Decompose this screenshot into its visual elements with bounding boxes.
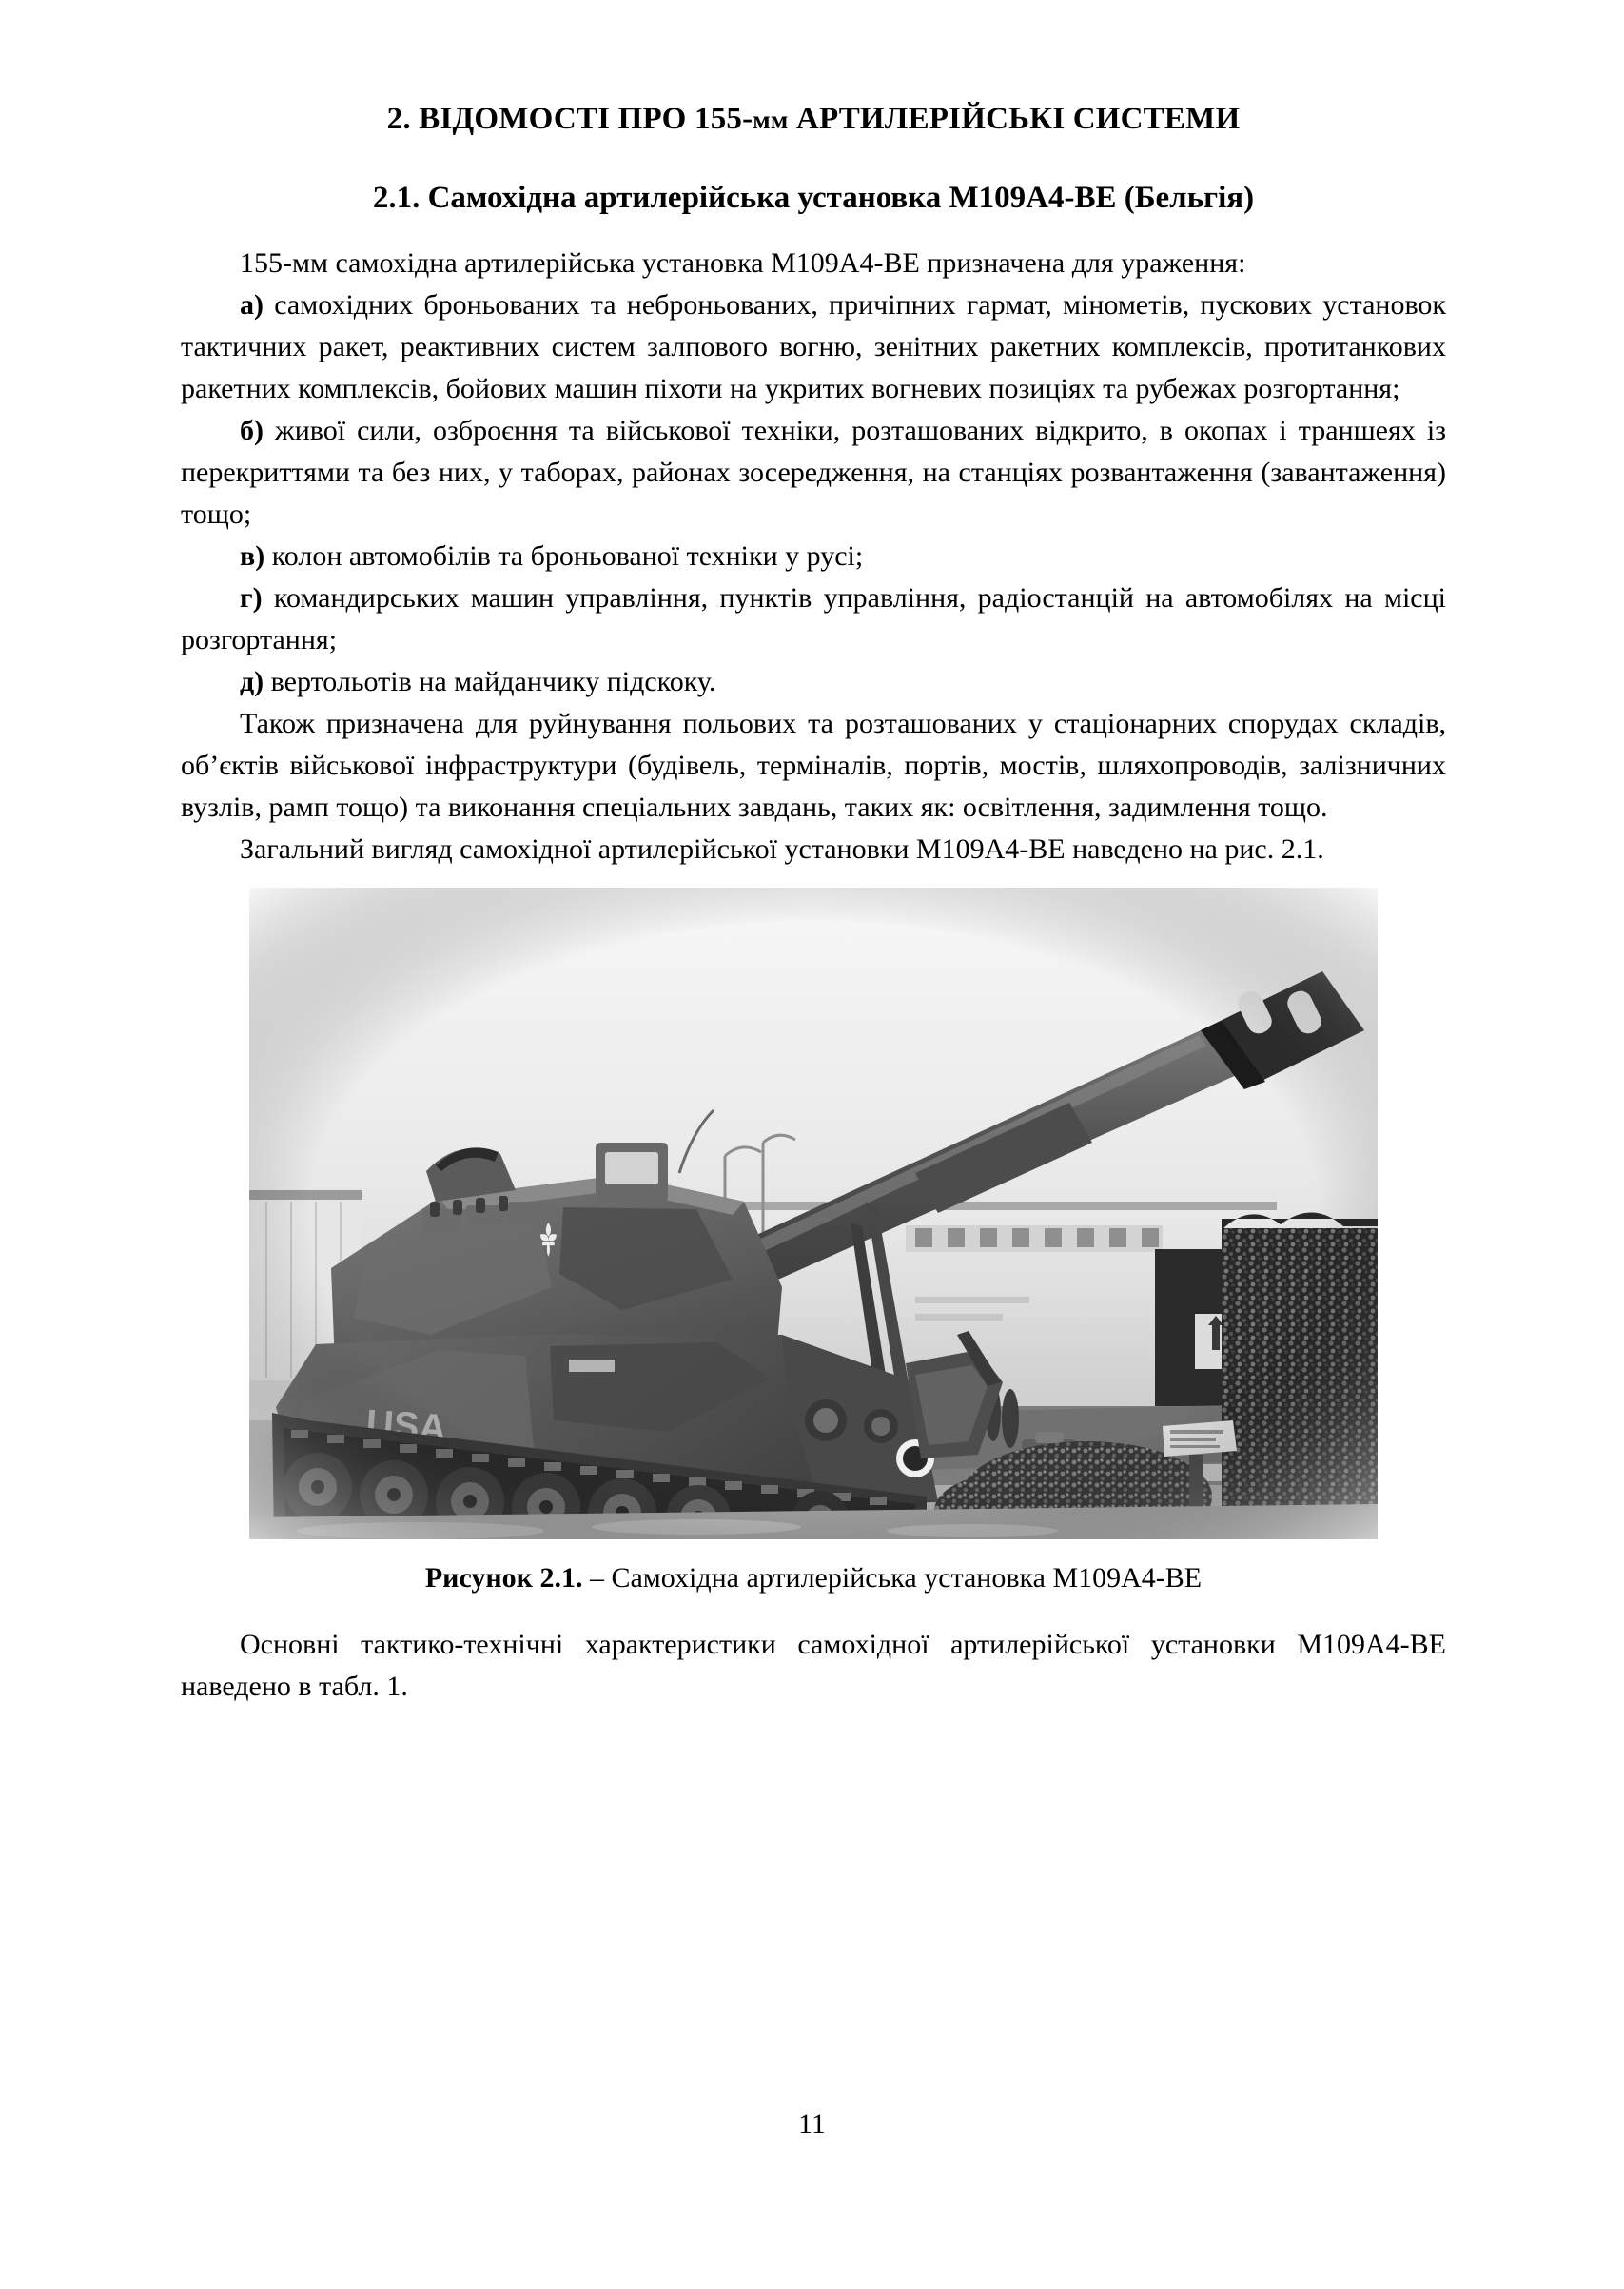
list-marker-d: д)	[240, 666, 264, 698]
section-subtitle: 2.1. Самохідна артилерійська установка М109А4-ВЕ (Бельгія)	[372, 180, 1255, 215]
list-item-a	[181, 284, 1446, 410]
paragraph-figure-reference	[181, 829, 1446, 871]
page-number: 11	[798, 2108, 826, 2140]
page-title-part-before: 2. ВІДОМОСТІ ПРО 155-	[386, 102, 753, 136]
list-item-g	[181, 577, 1446, 661]
figure-caption	[181, 1544, 1446, 1599]
howitzer-photo	[249, 888, 1378, 1539]
list-item-d-text: вертольотів на майданчику підскоку.	[264, 666, 716, 698]
figure-2-1	[181, 871, 1446, 1599]
body-text-block	[181, 217, 1446, 871]
figure-caption-text: – Самохідна артилерійська установка М109А4-ВЕ	[582, 1562, 1203, 1594]
page-title	[181, 0, 1446, 139]
paragraph-intro-text: 155-мм самохідна артилерійська установка М109А4-ВЕ призначена для ураження:	[240, 247, 1246, 280]
list-marker-b: б)	[240, 415, 264, 447]
figure-photo-frame	[249, 888, 1378, 1539]
page-title-part-after: АРТИЛЕРІЙСЬКІ СИСТЕМИ	[788, 102, 1241, 136]
page-content-column	[181, 0, 1446, 1708]
paragraph-intro	[181, 243, 1446, 284]
list-item-v-text: колон автомобілів та броньованої техніки у русі;	[264, 540, 864, 573]
list-marker-v: в)	[240, 540, 265, 573]
paragraph-also	[181, 703, 1446, 829]
list-item-v	[181, 536, 1446, 577]
page-title-unit-mm: мм	[753, 106, 789, 134]
list-item-b	[181, 410, 1446, 536]
paragraph-closing-text: Основні тактико-технічні характеристики самохідної артилерійської установки М109А4-ВЕ наведено в табл. 1.	[181, 1629, 1446, 1703]
list-marker-g: г)	[240, 582, 263, 615]
paragraph-closing	[181, 1624, 1446, 1708]
list-marker-a: а)	[240, 289, 264, 322]
list-item-g-text: командирських машин управління, пунктів управління, радіостанцій на автомобілях на місці розгортання;	[181, 582, 1446, 656]
paragraph-figure-reference-text: Загальний вигляд самохідної артилерійської установки М109А4-ВЕ наведено на рис. 2.1.	[240, 833, 1324, 866]
list-item-a-text: самохідних броньованих та неброньованих, причіпних гармат, мінометів, пускових установок тактичних ракет, реактивних систем залпового вогню, зенітних ракетних комплексів, протитанкових ракетних комплексів, бойових машин піхоти на укритих вогневих позиціях та рубежах розгортання;	[181, 289, 1446, 405]
list-item-b-text: живої сили, озброєння та військової техніки, розташованих відкрито, в окопах і траншеях із перекриттями та без них, у таборах, районах зосередження, на станціях розвантаження (завантаження) тощо;	[181, 415, 1446, 531]
paragraph-also-text: Також призначена для руйнування польових та розташованих у стаціонарних спорудах складів, об’єктів військової інфраструктури (будівель, терміналів, портів, мостів, шляхопроводів, залізничних вузлів, рамп тощо) та виконання спеціальних завдань, таких як: освітлення, задимлення тощо.	[181, 708, 1446, 824]
list-item-d	[181, 661, 1446, 703]
closing-text-block	[181, 1599, 1446, 1708]
figure-caption-label: Рисунок 2.1.	[424, 1562, 583, 1594]
